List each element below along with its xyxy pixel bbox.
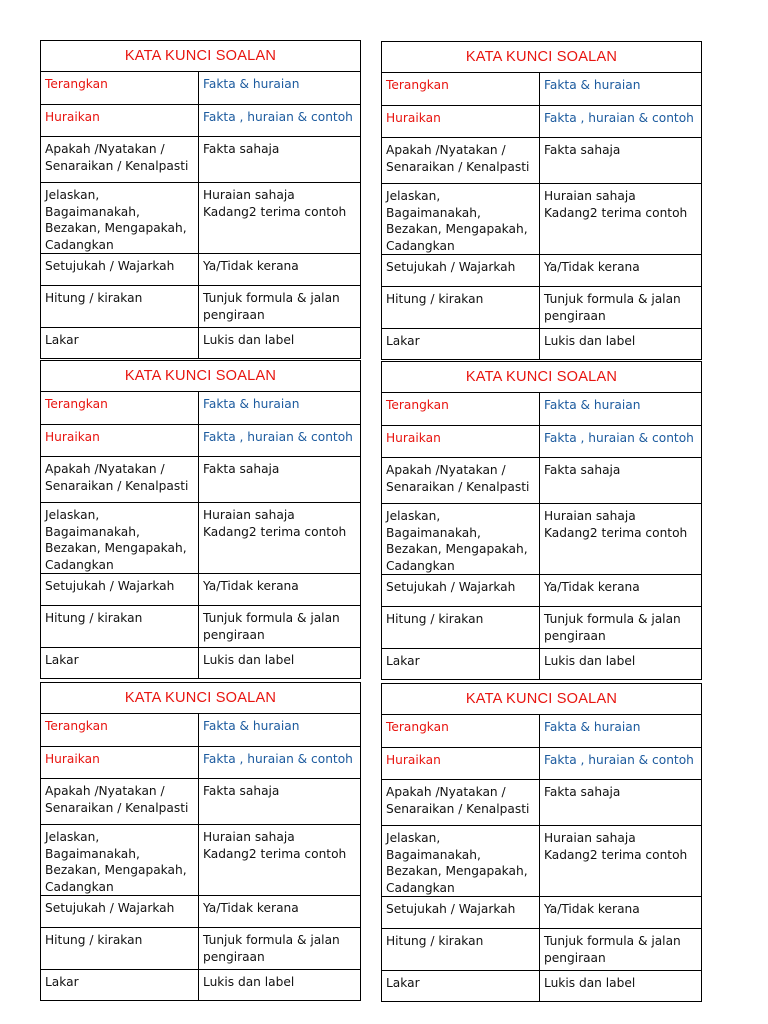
keyword-term: Hitung / kirakan [382, 287, 540, 329]
card-title: KATA KUNCI SOALAN [382, 42, 702, 73]
keyword-row [382, 426, 702, 458]
keyword-row [382, 393, 702, 426]
card-title: KATA KUNCI SOALAN [382, 362, 702, 393]
keyword-term: Lakar [382, 971, 540, 1002]
keyword-row [382, 715, 702, 748]
keyword-meaning: Lukis dan label [199, 328, 361, 359]
keyword-row [382, 106, 702, 138]
keyword-meaning: Fakta sahaja [199, 457, 361, 503]
keyword-term: Jelaskan, Bagaimanakah, Bezakan, Mengapakah, Cadangkan [382, 504, 540, 575]
keyword-meaning: Huraian sahaja Kadang2 terima contoh [540, 826, 702, 897]
keyword-term: Setujukah / Wajarkah [41, 896, 199, 928]
keyword-term: Hitung / kirakan [382, 607, 540, 649]
keyword-term: Huraikan [41, 425, 199, 457]
keyword-term: Jelaskan, Bagaimanakah, Bezakan, Mengapakah, Cadangkan [41, 825, 199, 896]
keyword-meaning: Ya/Tidak kerana [199, 254, 361, 286]
keyword-term: Huraikan [382, 106, 540, 138]
keyword-term: Setujukah / Wajarkah [41, 254, 199, 286]
keyword-card [381, 361, 702, 680]
keyword-meaning: Fakta & huraian [199, 714, 361, 747]
keyword-term: Apakah /Nyatakan / Senaraikan / Kenalpasti [382, 780, 540, 826]
keyword-meaning: Tunjuk formula & jalan pengiraan [540, 929, 702, 971]
keyword-row [41, 714, 361, 747]
keyword-meaning: Fakta & huraian [199, 392, 361, 425]
keyword-term: Hitung / kirakan [41, 928, 199, 970]
keyword-term: Terangkan [41, 72, 199, 105]
keyword-meaning: Ya/Tidak kerana [540, 575, 702, 607]
keyword-row [41, 928, 361, 970]
keyword-term: Apakah /Nyatakan / Senaraikan / Kenalpasti [41, 457, 199, 503]
keyword-term: Jelaskan, Bagaimanakah, Bezakan, Mengapakah, Cadangkan [41, 183, 199, 254]
keyword-meaning: Ya/Tidak kerana [199, 574, 361, 606]
keyword-term: Setujukah / Wajarkah [41, 574, 199, 606]
keyword-row [382, 458, 702, 504]
keyword-meaning: Huraian sahaja Kadang2 terima contoh [540, 504, 702, 575]
keyword-card [40, 360, 361, 679]
keyword-term: Huraikan [41, 105, 199, 137]
keyword-row [382, 748, 702, 780]
keyword-row [41, 72, 361, 105]
keyword-meaning: Fakta & huraian [540, 73, 702, 106]
keyword-meaning: Fakta , huraian & contoh [540, 106, 702, 138]
keyword-meaning: Fakta & huraian [540, 393, 702, 426]
keyword-row [41, 137, 361, 183]
keyword-term: Jelaskan, Bagaimanakah, Bezakan, Mengapakah, Cadangkan [382, 826, 540, 897]
keyword-term: Setujukah / Wajarkah [382, 897, 540, 929]
keyword-meaning: Fakta sahaja [199, 779, 361, 825]
keyword-term: Terangkan [41, 392, 199, 425]
keyword-term: Apakah /Nyatakan / Senaraikan / Kenalpasti [41, 779, 199, 825]
keyword-term: Jelaskan, Bagaimanakah, Bezakan, Mengapakah, Cadangkan [382, 184, 540, 255]
card-title: KATA KUNCI SOALAN [41, 41, 361, 72]
keyword-row [41, 779, 361, 825]
keyword-term: Lakar [382, 649, 540, 680]
keyword-term: Setujukah / Wajarkah [382, 575, 540, 607]
keyword-term: Huraikan [382, 426, 540, 458]
keyword-meaning: Huraian sahaja Kadang2 terima contoh [199, 825, 361, 896]
keyword-row [41, 457, 361, 503]
card-title: KATA KUNCI SOALAN [382, 684, 702, 715]
keyword-meaning: Fakta , huraian & contoh [199, 747, 361, 779]
keyword-meaning: Ya/Tidak kerana [540, 255, 702, 287]
keyword-row [41, 747, 361, 779]
keyword-term: Terangkan [382, 715, 540, 748]
keyword-meaning: Huraian sahaja Kadang2 terima contoh [199, 503, 361, 574]
keyword-term: Lakar [41, 328, 199, 359]
keyword-meaning: Tunjuk formula & jalan pengiraan [199, 606, 361, 648]
keyword-row [382, 287, 702, 329]
keyword-row [41, 286, 361, 328]
keyword-meaning: Lukis dan label [540, 329, 702, 360]
keyword-row [382, 929, 702, 971]
keyword-term: Huraikan [382, 748, 540, 780]
keyword-term: Huraikan [41, 747, 199, 779]
keyword-term: Hitung / kirakan [382, 929, 540, 971]
keyword-meaning: Fakta , huraian & contoh [199, 425, 361, 457]
keyword-row [41, 648, 361, 679]
keyword-row [41, 574, 361, 606]
keyword-term: Terangkan [382, 73, 540, 106]
keyword-term: Setujukah / Wajarkah [382, 255, 540, 287]
keyword-card [381, 41, 702, 360]
keyword-meaning: Huraian sahaja Kadang2 terima contoh [540, 184, 702, 255]
keyword-term: Hitung / kirakan [41, 606, 199, 648]
keyword-row [382, 826, 702, 897]
card-title: KATA KUNCI SOALAN [41, 683, 361, 714]
keyword-meaning: Fakta sahaja [199, 137, 361, 183]
keyword-meaning: Fakta & huraian [199, 72, 361, 105]
keyword-card [381, 683, 702, 1002]
keyword-term: Apakah /Nyatakan / Senaraikan / Kenalpasti [41, 137, 199, 183]
keyword-row [382, 649, 702, 680]
keyword-card [40, 40, 361, 359]
keyword-row [41, 970, 361, 1001]
keyword-row [41, 503, 361, 574]
keyword-row [382, 138, 702, 184]
keyword-row [41, 254, 361, 286]
keyword-meaning: Lukis dan label [540, 649, 702, 680]
keyword-term: Lakar [382, 329, 540, 360]
keyword-meaning: Tunjuk formula & jalan pengiraan [199, 928, 361, 970]
keyword-meaning: Fakta & huraian [540, 715, 702, 748]
keyword-row [382, 73, 702, 106]
keyword-row [41, 425, 361, 457]
keyword-term: Terangkan [41, 714, 199, 747]
keyword-term: Jelaskan, Bagaimanakah, Bezakan, Mengapakah, Cadangkan [41, 503, 199, 574]
keyword-meaning: Tunjuk formula & jalan pengiraan [540, 607, 702, 649]
keyword-meaning: Huraian sahaja Kadang2 terima contoh [199, 183, 361, 254]
keyword-meaning: Lukis dan label [540, 971, 702, 1002]
keyword-row [41, 606, 361, 648]
keyword-row [41, 392, 361, 425]
keyword-meaning: Tunjuk formula & jalan pengiraan [199, 286, 361, 328]
keyword-meaning: Fakta , huraian & contoh [540, 748, 702, 780]
keyword-term: Lakar [41, 648, 199, 679]
keyword-row [41, 825, 361, 896]
keyword-meaning: Fakta sahaja [540, 458, 702, 504]
card-title: KATA KUNCI SOALAN [41, 361, 361, 392]
keyword-meaning: Ya/Tidak kerana [540, 897, 702, 929]
keyword-term: Terangkan [382, 393, 540, 426]
keyword-meaning: Lukis dan label [199, 648, 361, 679]
keyword-row [41, 328, 361, 359]
keyword-row [382, 329, 702, 360]
keyword-term: Apakah /Nyatakan / Senaraikan / Kenalpasti [382, 138, 540, 184]
keyword-row [382, 255, 702, 287]
keyword-row [41, 105, 361, 137]
keyword-row [382, 780, 702, 826]
keyword-card [40, 682, 361, 1001]
keyword-meaning: Fakta , huraian & contoh [540, 426, 702, 458]
keyword-term: Apakah /Nyatakan / Senaraikan / Kenalpasti [382, 458, 540, 504]
keyword-row [382, 575, 702, 607]
keyword-meaning: Tunjuk formula & jalan pengiraan [540, 287, 702, 329]
keyword-term: Hitung / kirakan [41, 286, 199, 328]
keyword-row [382, 184, 702, 255]
keyword-meaning: Fakta sahaja [540, 780, 702, 826]
keyword-row [382, 971, 702, 1002]
keyword-row [382, 504, 702, 575]
keyword-row [41, 896, 361, 928]
keyword-meaning: Ya/Tidak kerana [199, 896, 361, 928]
keyword-row [41, 183, 361, 254]
keyword-row [382, 897, 702, 929]
keyword-term: Lakar [41, 970, 199, 1001]
keyword-meaning: Fakta sahaja [540, 138, 702, 184]
keyword-meaning: Fakta , huraian & contoh [199, 105, 361, 137]
keyword-meaning: Lukis dan label [199, 970, 361, 1001]
keyword-row [382, 607, 702, 649]
